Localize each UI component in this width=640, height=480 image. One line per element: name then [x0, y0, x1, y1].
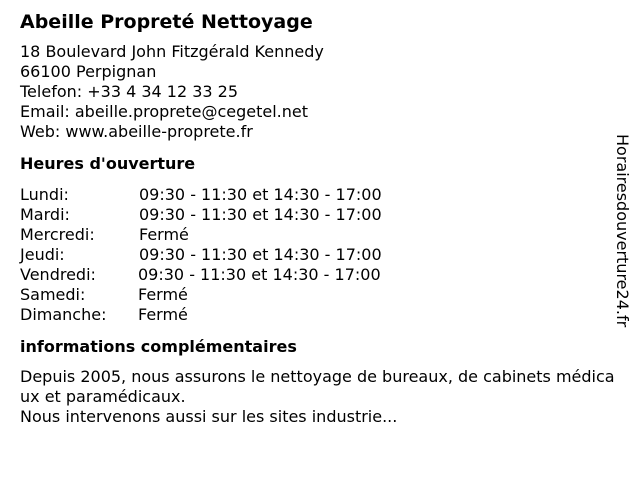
- address-city: 66100 Perpignan: [20, 62, 157, 81]
- day-hours: 09:30 - 11:30 et 14:30 - 17:00: [138, 265, 381, 284]
- hours-row-thursday: [20, 245, 620, 265]
- day-label: Mardi:: [20, 205, 70, 224]
- day-hours: Fermé: [138, 305, 188, 324]
- day-label: Jeudi:: [20, 245, 65, 264]
- hours-row-sunday: [20, 305, 620, 325]
- day-hours: Fermé: [139, 225, 189, 244]
- address-street: 18 Boulevard John Fitzgérald Kennedy: [20, 42, 324, 61]
- business-card: [20, 10, 620, 427]
- day-label: Lundi:: [20, 185, 69, 204]
- hours-row-tuesday: [20, 205, 620, 225]
- hours-heading: Heures d'ouverture: [20, 154, 196, 173]
- day-hours: 09:30 - 11:30 et 14:30 - 17:00: [139, 245, 382, 264]
- day-label: Dimanche:: [20, 305, 107, 324]
- day-label: Mercredi:: [20, 225, 95, 244]
- info-heading: informations complémentaires: [20, 337, 297, 356]
- day-hours: 09:30 - 11:30 et 14:30 - 17:00: [139, 185, 382, 204]
- email-line: Email: abeille.proprete@cegetel.net: [20, 102, 308, 121]
- hours-row-wednesday: [20, 225, 620, 245]
- day-label: Vendredi:: [20, 265, 96, 284]
- day-hours: 09:30 - 11:30 et 14:30 - 17:00: [139, 205, 382, 224]
- day-hours: Fermé: [138, 285, 188, 304]
- business-name: Abeille Propreté Nettoyage: [20, 11, 313, 33]
- web-line: Web: www.abeille-proprete.fr: [20, 122, 253, 141]
- hours-row-friday: [20, 265, 620, 285]
- phone-line: Telefon: +33 4 34 12 33 25: [20, 82, 239, 101]
- site-watermark: Horairesdouverture24.fr: [613, 134, 632, 328]
- info-description: Depuis 2005, nous assurons le nettoyage de bureaux, de cabinets médicaux et paramédicaux.: [20, 367, 615, 406]
- day-label: Samedi:: [20, 285, 86, 304]
- hours-row-monday: [20, 185, 620, 205]
- hours-row-saturday: [20, 285, 620, 305]
- info-description-more: Nous intervenons aussi sur les sites industrie...: [20, 407, 398, 426]
